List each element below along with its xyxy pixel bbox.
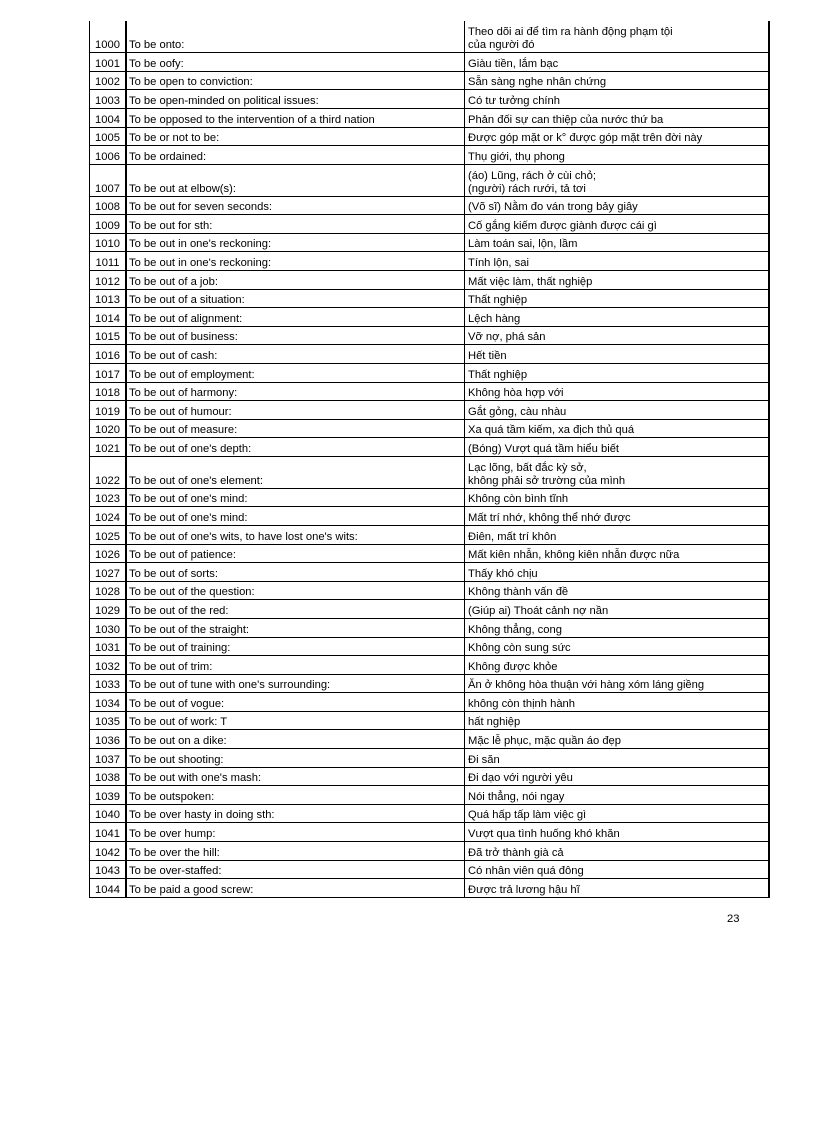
idiom-vietnamese <box>465 146 770 165</box>
idiom-english: To be out of trim: <box>126 656 465 675</box>
idiom-vietnamese <box>465 823 770 842</box>
meaning-line: Không còn sung sức <box>468 642 571 655</box>
table-row <box>90 860 770 879</box>
idiom-english: To be out of one's element: <box>126 456 465 488</box>
idiom-vietnamese <box>465 345 770 364</box>
idiom-vietnamese <box>465 618 770 637</box>
table-row <box>90 618 770 637</box>
idiom-english: To be outspoken: <box>126 786 465 805</box>
table-row <box>90 544 770 563</box>
table-row <box>90 146 770 165</box>
idiom-english: To be out of one's wits, to have lost one's wits: <box>126 525 465 544</box>
idiom-english: To be onto: <box>126 21 465 53</box>
idiom-vietnamese <box>465 749 770 768</box>
idiom-vietnamese <box>465 711 770 730</box>
meaning-line: Không được khỏe <box>468 660 558 673</box>
meaning-line: Sẵn sàng nghe nhân chứng <box>468 76 607 89</box>
idiom-english: To be out with one's mash: <box>126 767 465 786</box>
table-row <box>90 879 770 898</box>
idiom-english: To be out of alignment: <box>126 308 465 327</box>
table-row <box>90 345 770 364</box>
table-row <box>90 767 770 786</box>
idiom-english: To be ordained: <box>126 146 465 165</box>
idiom-english: To be out of one's depth: <box>126 438 465 457</box>
meaning-line: không còn thịnh hành <box>468 697 575 710</box>
row-number: 1036 <box>90 730 127 749</box>
idiom-vietnamese <box>465 693 770 712</box>
row-number: 1023 <box>90 488 127 507</box>
table-row <box>90 656 770 675</box>
meaning-line: (Giúp ai) Thoát cảnh nợ nần <box>468 604 609 617</box>
meaning-line: Không thành vấn đề <box>468 586 569 599</box>
idiom-vietnamese <box>465 637 770 656</box>
row-number: 1018 <box>90 382 127 401</box>
idiom-english: To be out of humour: <box>126 401 465 420</box>
row-number: 1029 <box>90 600 127 619</box>
idiom-vietnamese <box>465 71 770 90</box>
table-row <box>90 271 770 290</box>
table-row <box>90 215 770 234</box>
idiom-vietnamese <box>465 21 770 53</box>
table-row <box>90 382 770 401</box>
table-row <box>90 419 770 438</box>
idiom-table <box>89 21 770 898</box>
meaning-line: Ăn ở không hòa thuận với hàng xóm láng giềng <box>468 679 705 692</box>
table-row <box>90 164 770 196</box>
table-row <box>90 842 770 861</box>
table-row <box>90 456 770 488</box>
row-number: 1043 <box>90 860 127 879</box>
table-row <box>90 252 770 271</box>
row-number: 1014 <box>90 308 127 327</box>
meaning-line: Vượt qua tình huống khó khăn <box>468 828 620 841</box>
table-row <box>90 711 770 730</box>
meaning-line: Thụ giới, thụ phong <box>468 150 565 163</box>
meaning-line: Gắt gỏng, càu nhàu <box>468 405 567 418</box>
meaning-line: (Võ sĩ) Nằm đo ván trong bảy giây <box>468 201 638 214</box>
idiom-vietnamese <box>465 600 770 619</box>
row-number: 1020 <box>90 419 127 438</box>
table-row <box>90 109 770 128</box>
table-row <box>90 823 770 842</box>
row-number: 1001 <box>90 53 127 72</box>
idiom-english: To be out on a dike: <box>126 730 465 749</box>
row-number: 1033 <box>90 674 127 693</box>
meaning-line: Giàu tiền, lắm bạc <box>468 57 559 70</box>
row-number: 1002 <box>90 71 127 90</box>
idiom-vietnamese <box>465 308 770 327</box>
idiom-english: To be out of sorts: <box>126 563 465 582</box>
meaning-line: Đã trở thành già cả <box>468 846 564 859</box>
row-number: 1027 <box>90 563 127 582</box>
meaning-line: Hết tiền <box>468 350 507 362</box>
table-row <box>90 488 770 507</box>
row-number: 1044 <box>90 879 127 898</box>
idiom-vietnamese <box>465 656 770 675</box>
meaning-line: Theo dõi ai để tìm ra hành động phạm tội <box>468 26 673 39</box>
idiom-english: To be out of tune with one's surrounding: <box>126 674 465 693</box>
row-number: 1042 <box>90 842 127 861</box>
table-row <box>90 804 770 823</box>
table-row <box>90 71 770 90</box>
row-number: 1007 <box>90 164 127 196</box>
meaning-line: Được trả lương hậu hĩ <box>468 883 580 896</box>
idiom-vietnamese <box>465 326 770 345</box>
table-row <box>90 507 770 526</box>
meaning-line: Tính lộn, sai <box>468 257 529 270</box>
row-number: 1039 <box>90 786 127 805</box>
meaning-line: Lạc lõng, bất đắc kỳ sở, <box>468 461 587 474</box>
idiom-english: To be open-minded on political issues: <box>126 90 465 109</box>
table-row <box>90 730 770 749</box>
meaning-line: Đi săn <box>468 753 500 766</box>
idiom-english: To be out at elbow(s): <box>126 164 465 196</box>
table-row <box>90 196 770 215</box>
meaning-line: của người đó <box>468 39 535 52</box>
meaning-line: Đi dạo với người yêu <box>468 772 573 785</box>
idiom-english: To be out of one's mind: <box>126 507 465 526</box>
row-number: 1031 <box>90 637 127 656</box>
row-number: 1006 <box>90 146 127 165</box>
table-row <box>90 749 770 768</box>
idiom-english: To be over hump: <box>126 823 465 842</box>
idiom-vietnamese <box>465 252 770 271</box>
table-row <box>90 674 770 693</box>
idiom-vietnamese <box>465 525 770 544</box>
idiom-english: To be out of measure: <box>126 419 465 438</box>
table-row <box>90 693 770 712</box>
idiom-english: To be out of cash: <box>126 345 465 364</box>
row-number: 1012 <box>90 271 127 290</box>
table-row <box>90 438 770 457</box>
table-row <box>90 525 770 544</box>
meaning-line: Có tư tưởng chính <box>468 95 560 108</box>
idiom-english: To be out of work: T <box>126 711 465 730</box>
table-row <box>90 308 770 327</box>
idiom-vietnamese <box>465 456 770 488</box>
meaning-line: Xa quá tầm kiếm, xa địch thủ quá <box>468 424 635 437</box>
idiom-vietnamese <box>465 842 770 861</box>
table-row <box>90 326 770 345</box>
idiom-vietnamese <box>465 879 770 898</box>
table-row <box>90 581 770 600</box>
row-number: 1021 <box>90 438 127 457</box>
meaning-line: Được góp mặt or k° được góp mặt trên đời này <box>468 132 703 145</box>
row-number: 1034 <box>90 693 127 712</box>
idiom-english: To be out of harmony: <box>126 382 465 401</box>
row-number: 1025 <box>90 525 127 544</box>
meaning-line: Mất việc làm, thất nghiệp <box>468 275 593 288</box>
table-row <box>90 21 770 53</box>
idiom-english: To be out of vogue: <box>126 693 465 712</box>
idiom-english: To be over the hill: <box>126 842 465 861</box>
idiom-english: To be out of training: <box>126 637 465 656</box>
idiom-vietnamese <box>465 438 770 457</box>
meaning-line: Nói thẳng, nói ngay <box>468 790 565 803</box>
row-number: 1013 <box>90 289 127 308</box>
meaning-line: Có nhân viên quá đông <box>468 865 584 878</box>
meaning-line: Vỡ nợ, phá sản <box>468 331 546 344</box>
idiom-vietnamese <box>465 786 770 805</box>
table-row <box>90 401 770 420</box>
meaning-line: Thất nghiệp <box>468 368 528 381</box>
meaning-line: Phản đối sự can thiệp của nước thứ ba <box>468 113 664 126</box>
idiom-table-body <box>90 21 770 897</box>
idiom-english: To be out of a situation: <box>126 289 465 308</box>
table-row <box>90 637 770 656</box>
meaning-line: Điên, mất trí khôn <box>468 530 557 543</box>
idiom-english: To be open to conviction: <box>126 71 465 90</box>
idiom-vietnamese <box>465 507 770 526</box>
row-number: 1035 <box>90 711 127 730</box>
idiom-vietnamese <box>465 767 770 786</box>
meaning-line: không phải sở trường của mình <box>468 474 626 487</box>
table-row <box>90 53 770 72</box>
row-number: 1026 <box>90 544 127 563</box>
idiom-english: To be out of the red: <box>126 600 465 619</box>
idiom-vietnamese <box>465 109 770 128</box>
row-number: 1022 <box>90 456 127 488</box>
meaning-line: Làm toán sai, lộn, lầm <box>468 238 578 251</box>
idiom-vietnamese <box>465 289 770 308</box>
idiom-vietnamese <box>465 382 770 401</box>
meaning-line: hất nghiệp <box>468 716 521 729</box>
table-row <box>90 563 770 582</box>
idiom-vietnamese <box>465 544 770 563</box>
meaning-line: Thấy khó chịu <box>468 567 538 580</box>
idiom-english: To be or not to be: <box>126 127 465 146</box>
idiom-english: To be paid a good screw: <box>126 879 465 898</box>
table-row <box>90 600 770 619</box>
row-number: 1009 <box>90 215 127 234</box>
idiom-vietnamese <box>465 419 770 438</box>
row-number: 1019 <box>90 401 127 420</box>
row-number: 1008 <box>90 196 127 215</box>
idiom-english: To be out of the straight: <box>126 618 465 637</box>
row-number: 1040 <box>90 804 127 823</box>
idiom-vietnamese <box>465 364 770 383</box>
idiom-vietnamese <box>465 233 770 252</box>
idiom-vietnamese <box>465 271 770 290</box>
table-row <box>90 364 770 383</box>
meaning-line: Không hòa hợp với <box>468 387 564 400</box>
row-number: 1024 <box>90 507 127 526</box>
meaning-line: (người) rách rưới, tả tơi <box>468 182 586 195</box>
idiom-english: To be out of one's mind: <box>126 488 465 507</box>
idiom-english: To be out for seven seconds: <box>126 196 465 215</box>
idiom-english: To be out for sth: <box>126 215 465 234</box>
meaning-line: Không thẳng, cong <box>468 623 562 636</box>
idiom-vietnamese <box>465 90 770 109</box>
meaning-line: Mất trí nhớ, không thể nhớ được <box>468 511 631 524</box>
idiom-english: To be oofy: <box>126 53 465 72</box>
idiom-english: To be out in one's reckoning: <box>126 252 465 271</box>
row-number: 1028 <box>90 581 127 600</box>
idiom-vietnamese <box>465 215 770 234</box>
idiom-english: To be out of a job: <box>126 271 465 290</box>
table-row <box>90 233 770 252</box>
row-number: 1017 <box>90 364 127 383</box>
idiom-english: To be out in one's reckoning: <box>126 233 465 252</box>
table-row <box>90 289 770 308</box>
meaning-line: Quá hấp tấp làm việc gì <box>468 809 587 822</box>
idiom-vietnamese <box>465 674 770 693</box>
idiom-vietnamese <box>465 401 770 420</box>
idiom-english: To be over hasty in doing sth: <box>126 804 465 823</box>
meaning-line: Cố gắng kiếm được giành được cái gì <box>468 219 657 232</box>
row-number: 1000 <box>90 21 127 53</box>
page-number: 23 <box>727 913 740 925</box>
meaning-line: Mặc lễ phục, mặc quần áo đẹp <box>468 735 621 748</box>
idiom-english: To be out of the question: <box>126 581 465 600</box>
row-number: 1010 <box>90 233 127 252</box>
idiom-vietnamese <box>465 196 770 215</box>
row-number: 1004 <box>90 109 127 128</box>
row-number: 1011 <box>90 252 127 271</box>
row-number: 1016 <box>90 345 127 364</box>
row-number: 1015 <box>90 326 127 345</box>
idiom-english: To be out of employment: <box>126 364 465 383</box>
idiom-vietnamese <box>465 563 770 582</box>
row-number: 1003 <box>90 90 127 109</box>
meaning-line: (Bóng) Vượt quá tầm hiểu biết <box>468 442 620 455</box>
idiom-english: To be over-staffed: <box>126 860 465 879</box>
meaning-line: Thất nghiệp <box>468 294 528 307</box>
idiom-vietnamese <box>465 860 770 879</box>
idiom-english: To be opposed to the intervention of a third nation <box>126 109 465 128</box>
table-row <box>90 786 770 805</box>
row-number: 1037 <box>90 749 127 768</box>
meaning-line: Lệch hàng <box>468 312 521 325</box>
idiom-english: To be out of business: <box>126 326 465 345</box>
meaning-line: Mất kiên nhẫn, không kiên nhẫn được nữa <box>468 549 680 562</box>
idiom-vietnamese <box>465 730 770 749</box>
idiom-vietnamese <box>465 164 770 196</box>
table-row <box>90 90 770 109</box>
idiom-vietnamese <box>465 488 770 507</box>
idiom-vietnamese <box>465 581 770 600</box>
row-number: 1038 <box>90 767 127 786</box>
idiom-vietnamese <box>465 804 770 823</box>
idiom-vietnamese <box>465 53 770 72</box>
idiom-english: To be out shooting: <box>126 749 465 768</box>
row-number: 1041 <box>90 823 127 842</box>
row-number: 1030 <box>90 618 127 637</box>
idiom-vietnamese <box>465 127 770 146</box>
idiom-english: To be out of patience: <box>126 544 465 563</box>
table-row <box>90 127 770 146</box>
meaning-line: Không còn bình tĩnh <box>468 493 569 506</box>
row-number: 1005 <box>90 127 127 146</box>
row-number: 1032 <box>90 656 127 675</box>
meaning-line: (áo) Lũng, rách ở cùi chỏ; <box>468 169 596 182</box>
